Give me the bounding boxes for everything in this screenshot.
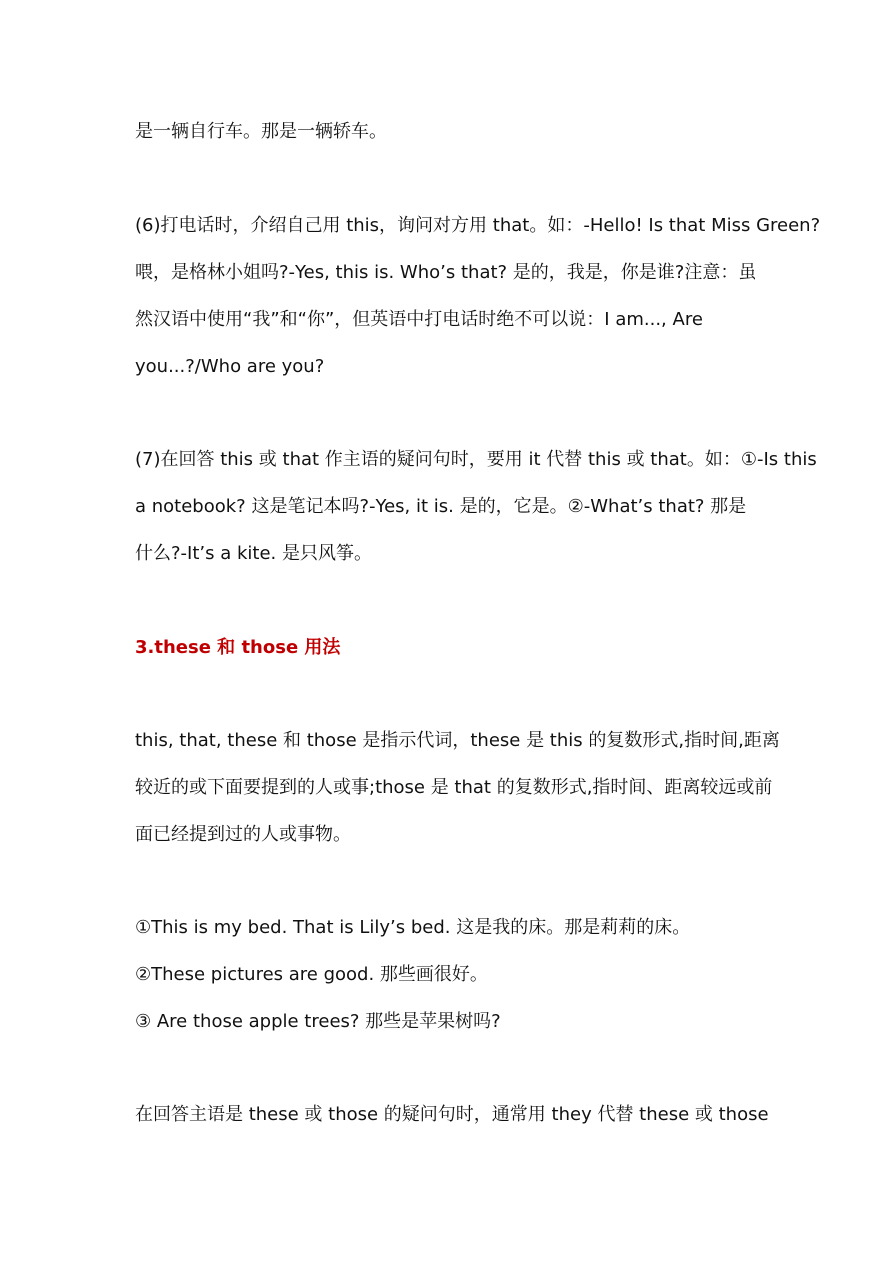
example-line: ③ Are those apple trees? 那些是苹果树吗? bbox=[135, 1011, 501, 1032]
paragraph-line: 面已经提到过的人或事物。 bbox=[135, 824, 351, 845]
paragraph-line: a notebook? 这是笔记本吗?-Yes, it is. 是的，它是。②-What’s that? 那是 bbox=[135, 496, 747, 517]
paragraph-line: 什么?-It’s a kite. 是只风筝。 bbox=[135, 543, 372, 564]
paragraph-line: 在回答主语是 these 或 those 的疑问句时，通常用 they 代替 these 或 those bbox=[135, 1104, 769, 1125]
paragraph-line: 然汉语中使用“我”和“你”，但英语中打电话时绝不可以说：I am..., Are bbox=[135, 309, 703, 330]
section-heading: 3.these 和 those 用法 bbox=[135, 637, 341, 658]
paragraph-line: (7)在回答 this 或 that 作主语的疑问句时，要用 it 代替 this 或 that。如：①-Is this bbox=[135, 449, 817, 470]
paragraph-line: this, that, these 和 those 是指示代词，these 是 this 的复数形式,指时间,距离 bbox=[135, 730, 780, 751]
example-line: ②These pictures are good. 那些画很好。 bbox=[135, 964, 488, 985]
example-line: ①This is my bed. That is Lily’s bed. 这是我的床。那是莉莉的床。 bbox=[135, 917, 691, 938]
paragraph-line: you...?/Who are you? bbox=[135, 356, 325, 377]
paragraph-line: 是一辆自行车。那是一辆轿车。 bbox=[135, 121, 387, 142]
paragraph-line: 喂，是格林小姐吗?-Yes, this is. Who’s that? 是的，我是，你是谁?注意：虽 bbox=[135, 262, 757, 283]
paragraph-line: (6)打电话时，介绍自己用 this，询问对方用 that。如：-Hello! Is that Miss Green? bbox=[135, 215, 821, 236]
paragraph-line: 较近的或下面要提到的人或事;those 是 that 的复数形式,指时间、距离较远或前 bbox=[135, 777, 773, 798]
